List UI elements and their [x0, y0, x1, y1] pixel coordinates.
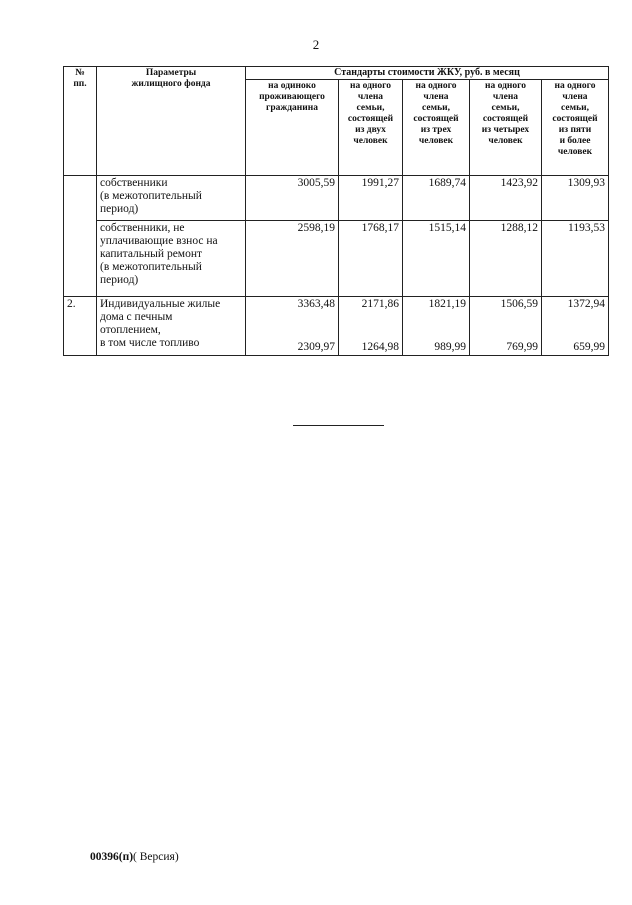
- header-cost-standards-label: Стандарты стоимости ЖКУ, руб. в месяц: [334, 67, 520, 78]
- header-family-of-four-label: на одного члена семьи, состоящей из четырех человек: [481, 81, 530, 146]
- value: 1423,92: [500, 177, 538, 189]
- header-row-number-label: № пп.: [73, 68, 87, 89]
- value: 1515,14: [428, 222, 466, 234]
- value-cell: [403, 176, 470, 221]
- value: 1991,27: [361, 177, 399, 189]
- table-row: [64, 176, 609, 221]
- document-version: ( Версия): [133, 851, 179, 863]
- fuel-value: 2309,97: [297, 341, 335, 353]
- param-text: собственники, не уплачивающие взнос на капитальный ремонт (в межотопительный период): [100, 222, 218, 286]
- table-row: [64, 297, 609, 356]
- value: 1768,17: [361, 222, 399, 234]
- row-number: 2.: [67, 298, 76, 310]
- header-cost-standards: [246, 67, 609, 80]
- value-cell: [339, 176, 403, 221]
- value-cell: [542, 221, 609, 297]
- table-row: [64, 221, 609, 297]
- value: 1506,59: [500, 298, 538, 310]
- value-cell: [542, 176, 609, 221]
- header-params: [97, 67, 246, 176]
- param-cell: [97, 176, 246, 221]
- param-cell: [97, 297, 246, 356]
- header-single-resident-label: на одиноко проживающего гражданина: [259, 81, 325, 113]
- value-cell: [470, 221, 542, 297]
- value-cell: [246, 297, 339, 356]
- value: 1309,93: [567, 177, 605, 189]
- value-cell: [339, 297, 403, 356]
- param-cell: [97, 221, 246, 297]
- value: 1288,12: [500, 222, 538, 234]
- header-family-of-three: [403, 80, 470, 176]
- value: 3005,59: [297, 177, 335, 189]
- value: 2598,19: [297, 222, 335, 234]
- header-row-number: [64, 67, 97, 176]
- value-cell: [403, 221, 470, 297]
- table-header-row-1: [64, 67, 609, 80]
- header-family-of-four: [470, 80, 542, 176]
- param-text: собственники (в межотопительный период): [100, 177, 202, 215]
- value-cell: [470, 297, 542, 356]
- value: 1372,94: [567, 298, 605, 310]
- row-number-cell: [64, 297, 97, 356]
- value-cell: [403, 297, 470, 356]
- fuel-value: 659,99: [573, 341, 605, 353]
- header-family-of-five-plus-label: на одного члена семьи, состоящей из пяти и более человек: [552, 81, 598, 157]
- header-family-of-two-label: на одного члена семьи, состоящей из двух человек: [347, 81, 394, 146]
- value: 3363,48: [297, 298, 335, 310]
- value-cell: [339, 221, 403, 297]
- housing-cost-standards-table: [63, 66, 609, 356]
- value: 2171,86: [361, 298, 399, 310]
- value: 1193,53: [568, 222, 605, 234]
- header-params-label: Параметры жилищного фонда: [131, 68, 211, 89]
- fuel-value: 989,99: [434, 341, 466, 353]
- value-cell: [542, 297, 609, 356]
- value-cell: [246, 176, 339, 221]
- header-single-resident: [246, 80, 339, 176]
- param-text: Индивидуальные жилые дома с печным отоплением, в том числе топливо: [100, 298, 221, 349]
- header-family-of-three-label: на одного члена семьи, состоящей из трех человек: [413, 81, 459, 146]
- value-cell: [470, 176, 542, 221]
- header-family-of-five-plus: [542, 80, 609, 176]
- fuel-value: 1264,98: [361, 341, 399, 353]
- header-family-of-two: [339, 80, 403, 176]
- fuel-value: 769,99: [506, 341, 538, 353]
- value: 1689,74: [428, 177, 466, 189]
- page-number: 2: [312, 37, 320, 52]
- divider-line: [293, 425, 384, 426]
- value: 1821,19: [428, 298, 466, 310]
- value-cell: [246, 221, 339, 297]
- footer: [90, 851, 179, 863]
- row-number-cell: [64, 176, 97, 297]
- document-code: 00396(п): [90, 851, 134, 863]
